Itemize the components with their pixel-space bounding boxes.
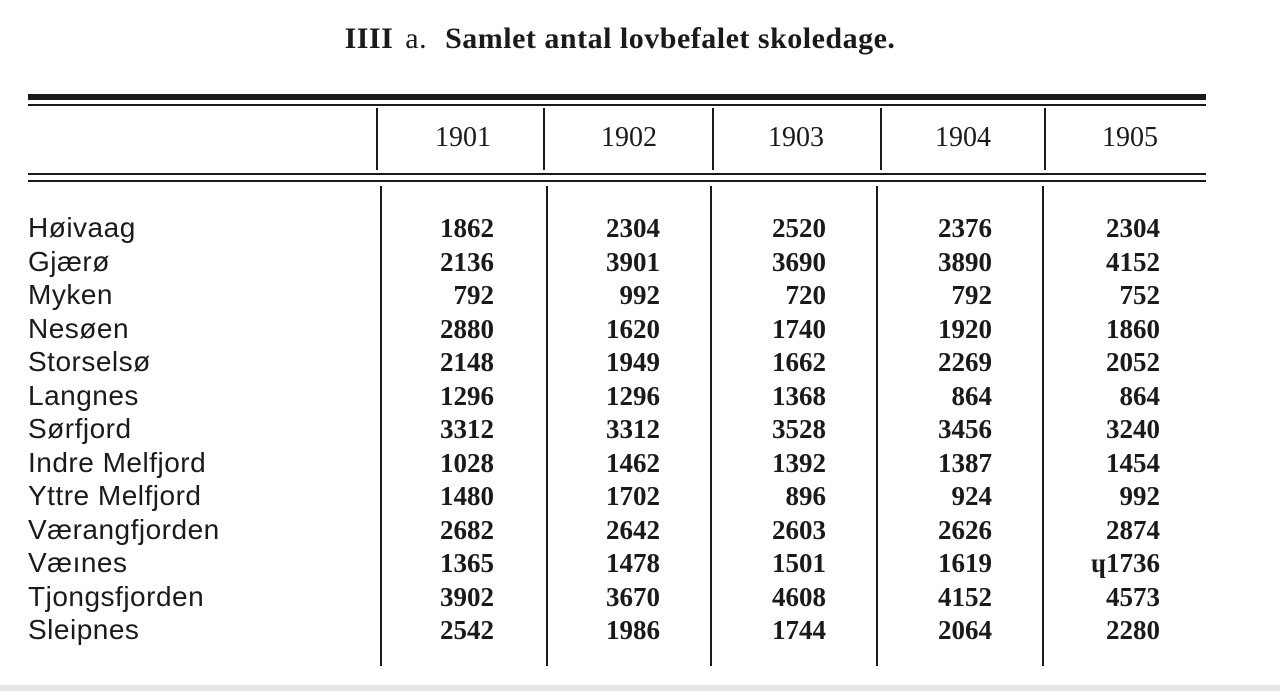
table-cell: 992 — [1119, 481, 1160, 511]
table-cell: 2064 — [938, 615, 992, 645]
table-cell: 3528 — [772, 414, 826, 444]
table-cell: 1480 — [440, 481, 494, 511]
row-label: Høivaag — [28, 212, 136, 243]
table-cell: 1740 — [772, 313, 826, 344]
column-header-year: 1901 — [435, 122, 491, 153]
table-cell: 752 — [1119, 280, 1160, 310]
table-cell: 1462 — [606, 447, 660, 478]
row-label: Væınes — [28, 547, 128, 578]
column-divider — [876, 186, 878, 666]
table-cell: 3312 — [440, 414, 494, 444]
table-cell: 1387 — [938, 447, 992, 478]
table-cell: 3890 — [938, 246, 992, 277]
row-label: Yttre Melfjord — [28, 480, 202, 511]
table-cell: 1296 — [440, 380, 494, 411]
table-cell: 792 — [951, 280, 992, 310]
top-thick-rule — [28, 94, 1206, 100]
table-cell: 1744 — [772, 615, 826, 645]
table-cell: 1949 — [606, 347, 660, 377]
table-cell: 3901 — [606, 246, 660, 277]
table-cell: 2542 — [440, 615, 494, 645]
row-label: Tjongsfjorden — [28, 580, 205, 612]
column-divider — [710, 186, 712, 666]
table-cell: 2280 — [1106, 615, 1160, 645]
column-header-year: 1902 — [601, 122, 657, 153]
column-header-year: 1905 — [1102, 122, 1158, 153]
table-cell: 1296 — [606, 380, 660, 411]
table-cell: 2304 — [1106, 213, 1160, 243]
table-cell: 2520 — [772, 213, 826, 243]
table-cell: 3902 — [440, 581, 494, 612]
table-cell: 2136 — [440, 246, 494, 277]
header-divider — [1044, 108, 1046, 170]
table-cell: 4152 — [1106, 246, 1160, 277]
table-cell: 1862 — [440, 213, 494, 243]
table-cell: 1986 — [606, 615, 660, 645]
table-cell: 3456 — [938, 414, 992, 444]
row-label: Gjærø — [28, 245, 110, 277]
header-bottom-rule-2 — [28, 180, 1206, 182]
table-cell: ɥ1736 — [1090, 548, 1160, 578]
header-divider — [376, 108, 378, 170]
table-cell: 864 — [1119, 380, 1160, 411]
table-cell: 1920 — [938, 313, 992, 344]
header-bottom-rule — [28, 173, 1206, 175]
table-cell: 3312 — [606, 414, 660, 444]
row-label: Storselsø — [28, 346, 151, 377]
table-cell: 2304 — [606, 213, 660, 243]
row-label: Sørfjord — [28, 413, 132, 444]
table-cell: 1619 — [938, 548, 992, 578]
table-cell: 4608 — [772, 581, 826, 612]
table-cell: 2148 — [440, 347, 494, 377]
table-cell: 2642 — [606, 514, 660, 545]
row-label: Sleipnes — [28, 614, 140, 645]
row-label: Nesøen — [28, 312, 130, 344]
table-cell: 3690 — [772, 246, 826, 277]
table-cell: 992 — [619, 280, 660, 310]
table-cell: 1368 — [772, 380, 826, 411]
title-main: Samlet antal lovbefalet skoledage. — [445, 22, 896, 55]
table-title — [0, 22, 1240, 56]
title-suffix: a. — [405, 22, 428, 55]
table-cell: 720 — [785, 280, 826, 310]
column-header-year: 1904 — [935, 122, 991, 153]
table-cell: 864 — [951, 380, 992, 411]
header-divider — [712, 108, 714, 170]
table-cell: 4573 — [1106, 581, 1160, 612]
table-cell: 2874 — [1106, 514, 1160, 545]
table-cell: 2880 — [440, 313, 494, 344]
table-cell: 1860 — [1106, 313, 1160, 344]
table-cell: 2376 — [938, 213, 992, 243]
row-label: Indre Melfjord — [28, 446, 207, 478]
header-divider — [543, 108, 545, 170]
table-cell: 1702 — [606, 481, 660, 511]
table-cell: 924 — [951, 481, 992, 511]
table-cell: 2052 — [1106, 347, 1160, 377]
column-divider — [380, 186, 382, 666]
table-cell: 2682 — [440, 514, 494, 545]
table-cell: 1454 — [1106, 447, 1160, 478]
column-header-year: 1903 — [768, 122, 824, 153]
header-divider — [880, 108, 882, 170]
table-cell: 792 — [453, 280, 494, 310]
table-cell: 1028 — [440, 447, 494, 478]
table-cell: 4152 — [938, 581, 992, 612]
row-label: Langnes — [28, 379, 139, 411]
table-cell: 3240 — [1106, 414, 1160, 444]
scan-edge — [0, 685, 1280, 691]
column-divider — [1042, 186, 1044, 666]
table-cell: 2603 — [772, 514, 826, 545]
top-thin-rule — [28, 104, 1206, 106]
table-cell: 1392 — [772, 447, 826, 478]
row-label: Værangfjorden — [28, 513, 220, 545]
table-cell: 3670 — [606, 581, 660, 612]
table-cell: 2269 — [938, 347, 992, 377]
table-cell: 896 — [785, 481, 826, 511]
table-cell: 1365 — [440, 548, 494, 578]
table-cell: 1501 — [772, 548, 826, 578]
table-cell: 2626 — [938, 514, 992, 545]
table-cell: 1662 — [772, 347, 826, 377]
column-divider — [546, 186, 548, 666]
row-label: Myken — [28, 279, 113, 310]
table-cell: 1478 — [606, 548, 660, 578]
title-prefix: IIII — [344, 22, 394, 55]
table-cell: 1620 — [606, 313, 660, 344]
